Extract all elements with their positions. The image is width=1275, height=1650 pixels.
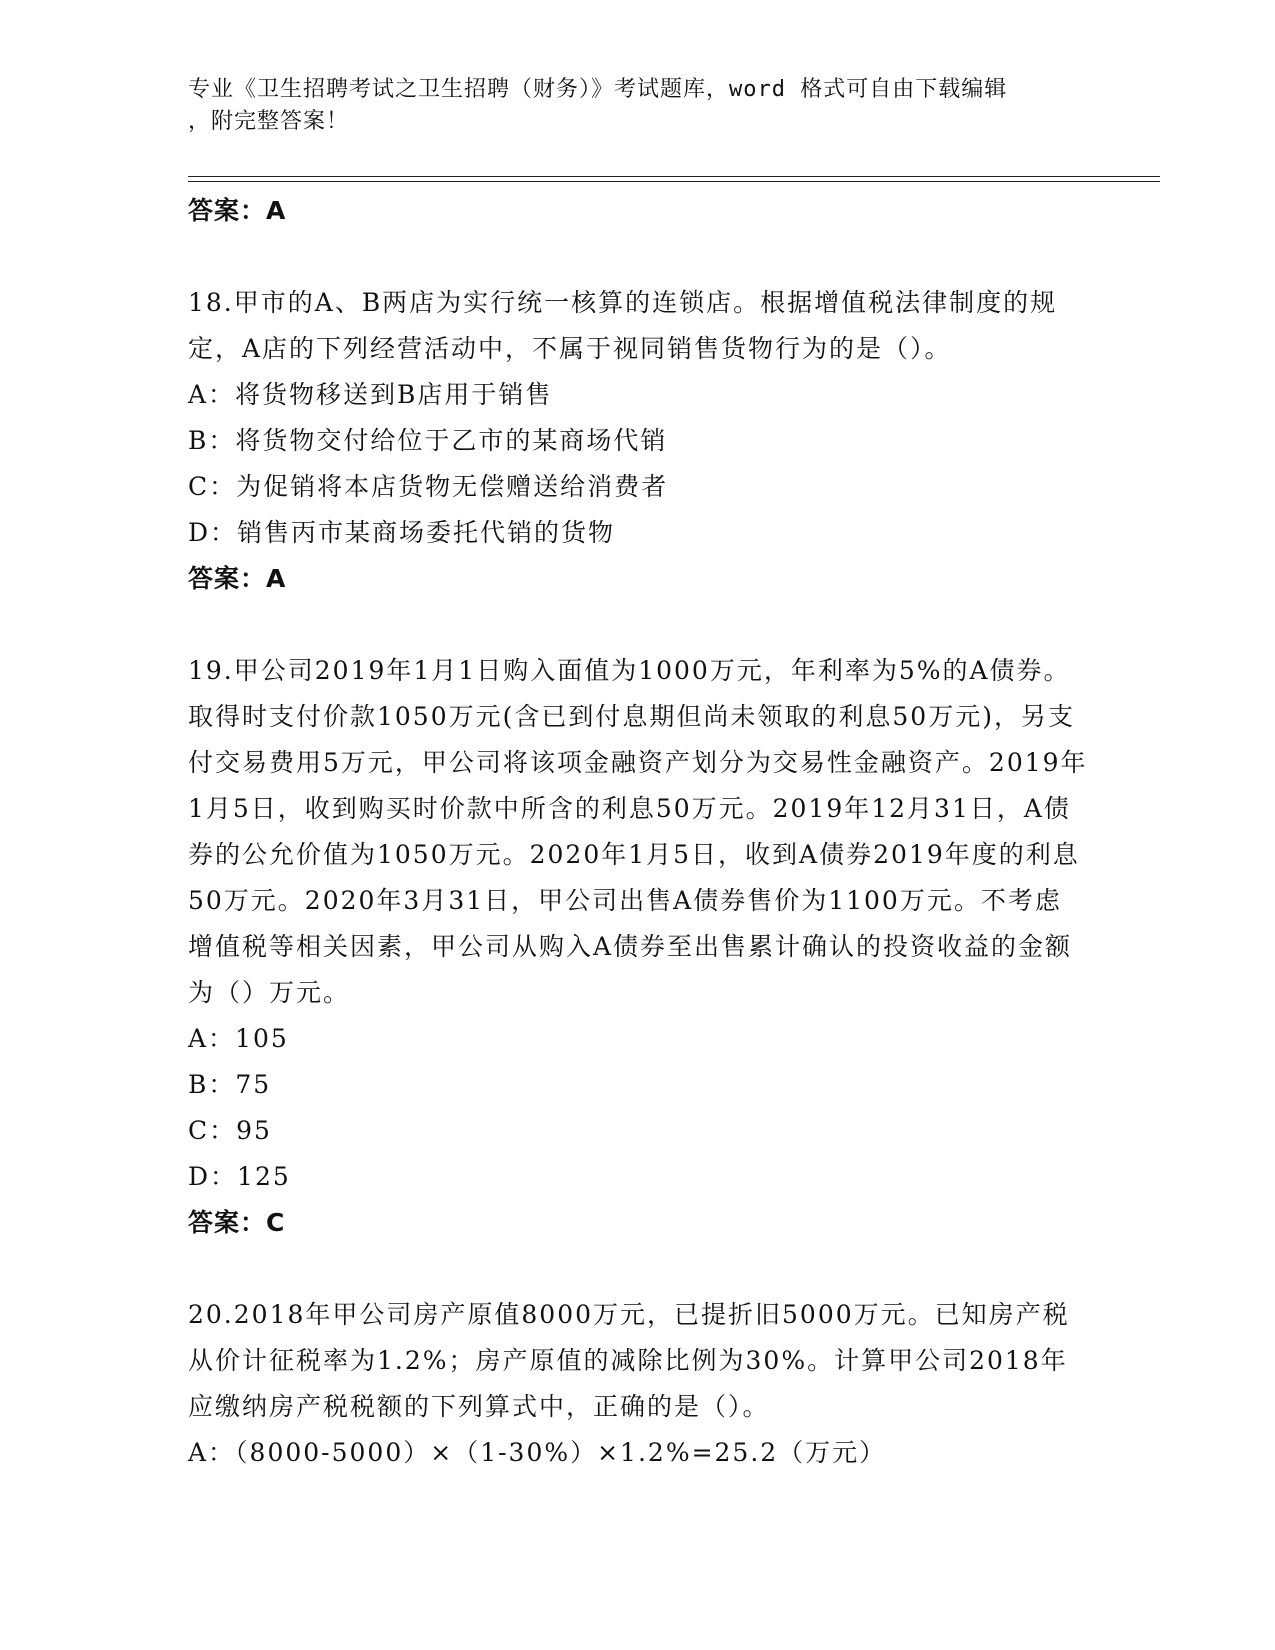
question-text: 18.甲市的A、B两店为实行统一核算的连锁店。根据增值税法律制度的规定，A店的下列经营活动中，不属于视同销售货物行为的是（）。 — [188, 288, 1058, 363]
header-divider-bottom — [188, 181, 1160, 182]
question-20 — [188, 1292, 1088, 1476]
question-text: 19.甲公司2019年1月1日购入面值为1000万元，年利率为5%的A债券。取得时支付价款1050万元(含已到付息期但尚未领取的利息50万元)，另支付交易费用5万元，甲公司将该项金融资产划分为交易性金融资产。2019年1月5日，收到购买时价款中所含的利息50万元。2019年12月31日，A债券的公允价值为1050万元。2020年1月5日，收到A债券2019年度的利息50万元。2020年3月31日，甲公司出售A债券售价为1100万元。不考虑增值税等相关因素，甲公司从购入A债券至出售累计确认的投资收益的金额为（）万元。 — [188, 656, 1088, 1007]
header-divider-top — [188, 176, 1160, 177]
question-text: 20.2018年甲公司房产原值8000万元，已提折旧5000万元。已知房产税从价计征税率为1.2%；房产原值的减除比例为30%。计算甲公司2018年应缴纳房产税税额的下列算式中，正确的是（）。 — [188, 1300, 1070, 1421]
document-header — [188, 74, 1088, 138]
question-list — [188, 188, 1088, 1476]
option-c: C：为促销将本店货物无偿赠送给消费者 — [188, 472, 669, 501]
header-line-1: 专业《卫生招聘考试之卫生招聘（财务）》考试题库，word 格式可自由下载编辑 — [188, 77, 1008, 102]
question-19 — [188, 648, 1088, 1246]
option-d: D：销售丙市某商场委托代销的货物 — [188, 518, 616, 547]
header-line-2: ，附完整答案！ — [188, 109, 350, 134]
question-18 — [188, 280, 1088, 602]
option-b: B：75 — [188, 1070, 272, 1099]
answer-line: 答案：A — [188, 196, 287, 225]
answer-line: 答案：A — [188, 564, 287, 593]
answer-line: 答案：C — [188, 1208, 286, 1237]
option-c: C：95 — [188, 1116, 272, 1145]
option-b: B：将货物交付给位于乙市的某商场代销 — [188, 426, 668, 455]
option-a: A：（8000-5000）×（1-30%）×1.2%=25.2（万元） — [188, 1438, 887, 1467]
option-a: A：将货物移送到B店用于销售 — [188, 380, 553, 409]
option-d: D：125 — [188, 1162, 291, 1191]
option-a: A：105 — [188, 1024, 289, 1053]
